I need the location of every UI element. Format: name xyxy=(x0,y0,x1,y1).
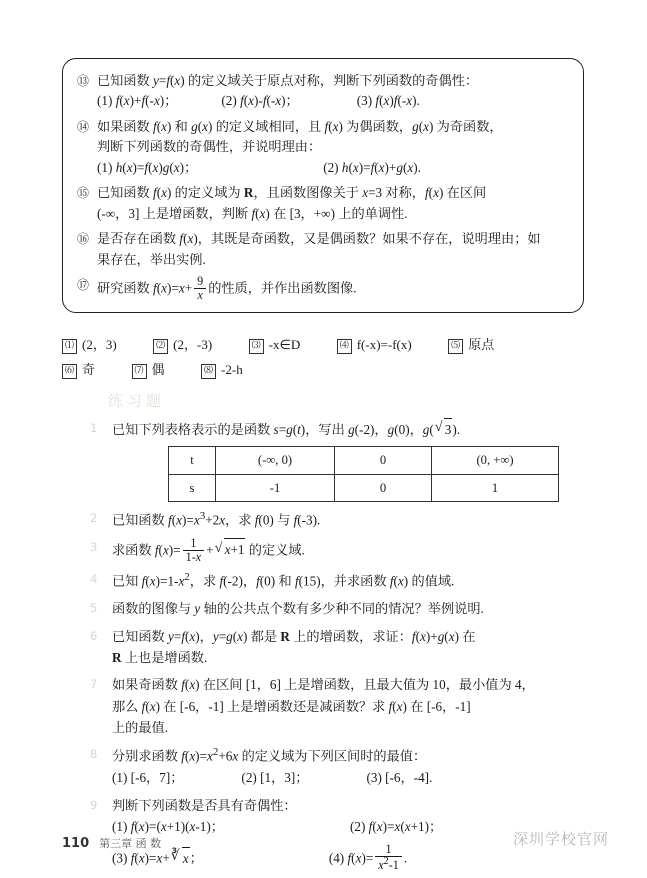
table-cell: (-∞, 0) xyxy=(216,447,335,474)
list-item xyxy=(90,598,590,619)
boxed-exercise-panel xyxy=(62,58,584,313)
item-body: 已知函数 $f(x)=x^3+2x$，求 f(0) 与 f(-3). xyxy=(112,510,321,528)
answer-item xyxy=(337,332,412,357)
answer-text: 偶 xyxy=(151,362,165,378)
table-row xyxy=(169,474,559,501)
exercise-line: (1) f(x)+f(-x)； (2) f(x)-f(-x)； (3) f(x)f(-x). xyxy=(97,93,420,109)
exercise-item xyxy=(77,229,569,270)
item-body: 已知 $f(x)=1-x^2$，求 f(-2)，f(0) 和 f(15)，并求函数 f(x) 的值域. xyxy=(112,571,455,589)
answer-text: (2，3) xyxy=(82,337,117,352)
table-cell: 1 xyxy=(432,474,559,501)
table-cell: 0 xyxy=(335,474,432,501)
section-heading: 练习题 xyxy=(108,392,166,410)
item-number: 1 xyxy=(90,421,98,435)
item-body: 已知下列表格表示的是函数 s=g(t)，写出 g(-2)，g(0)，g( √ 3). xyxy=(112,418,590,440)
item-number: 6 xyxy=(90,628,98,643)
exercise-number: ⑮ xyxy=(77,186,90,201)
exercise-item xyxy=(77,275,569,301)
exercise-number: ⑯ xyxy=(77,232,90,247)
table-cell: (0, +∞) xyxy=(432,447,559,474)
item-number: 9 xyxy=(90,797,98,812)
fraction: $\frac{1}{x^2-1}$ xyxy=(375,843,402,872)
exercise-body xyxy=(97,229,569,270)
table-cell: 0 xyxy=(335,447,432,474)
cbrt: ∛ x xyxy=(171,847,190,869)
answer-text: f(-x)=-f(x) xyxy=(356,337,412,352)
exercise-line: (1) h(x)=f(x)g(x)； (2) h(x)=f(x)+g(x). xyxy=(97,159,421,175)
chapter-label: 第三章 函 数 xyxy=(99,837,162,850)
exercise-number: ⑰ xyxy=(77,278,90,293)
exercise-body xyxy=(97,183,569,224)
item-line: (3) f(x)=x+ ∛ x； (4) f(x)= $\frac{1}{x^2-1}$ . xyxy=(112,843,590,872)
table-row xyxy=(169,447,559,474)
answer-row xyxy=(62,332,602,357)
watermark: 深圳学校官网 xyxy=(512,830,609,848)
item-number: 5 xyxy=(90,601,98,616)
list-item xyxy=(90,537,590,563)
item-line: 分别求函数 $f(x)=x^2+6x$ 的定义域为下列区间时的最值： xyxy=(112,746,427,764)
table-cell: t xyxy=(169,447,216,474)
function-table xyxy=(168,446,559,502)
table-cell: -1 xyxy=(216,474,335,501)
answer-text: 奇 xyxy=(82,362,96,378)
exercise-item xyxy=(77,71,569,112)
list-item xyxy=(90,626,590,669)
fraction: $\frac{1}{1-x}$ xyxy=(183,537,205,563)
item-number: 7 xyxy=(90,677,98,692)
item-line: 那么 f(x) 在 [-6，-1] 上是增函数还是减函数？求 f(x) 在 [-6，-1] xyxy=(112,698,471,714)
fraction: $\frac{9}{x}$ xyxy=(194,275,206,301)
page-number: 110 xyxy=(62,836,90,851)
answer-text: -2-h xyxy=(221,362,243,378)
list-item xyxy=(90,674,590,738)
answer-number: ⑻ xyxy=(201,364,216,379)
sqrt: √ x+1 xyxy=(215,538,246,560)
answer-item xyxy=(448,332,494,357)
item-line: 判断下列函数是否具有奇偶性： xyxy=(112,797,297,813)
answer-item xyxy=(62,332,117,357)
answer-item xyxy=(132,357,165,382)
answer-row xyxy=(62,357,602,382)
answer-number: ⑶ xyxy=(249,339,264,354)
exercise-item xyxy=(77,183,569,224)
exercise-number: ⑭ xyxy=(77,119,90,134)
exercise-list xyxy=(90,418,590,878)
exercise-body xyxy=(97,71,569,112)
answer-text: 原点 xyxy=(468,337,495,352)
answer-item xyxy=(62,357,95,382)
item-number: 8 xyxy=(90,747,98,762)
item-number: 4 xyxy=(90,572,98,587)
sqrt: √ 3 xyxy=(435,418,453,440)
item-line: 如果奇函数 f(x) 在区间 [1，6] 上是增函数，且最大值为 10，最小值为 4， xyxy=(112,677,535,693)
answer-number: ⑹ xyxy=(62,364,77,379)
item-line: 上的最值. xyxy=(112,720,169,736)
list-item xyxy=(90,744,590,788)
item-body xyxy=(112,626,590,669)
exercise-line: 是否存在函数 f(x)，其既是奇函数，又是偶函数？如果不存在，说明理由；如 xyxy=(97,231,541,247)
exercise-line: 果存在，举出实例. xyxy=(97,251,206,267)
exercise-number: ⑬ xyxy=(77,74,90,88)
exercise-body xyxy=(97,117,569,178)
exercise-line: 已知函数 f(x) 的定义域为 R，且函数图像关于 x=3 对称，f(x) 在区间 xyxy=(97,185,487,201)
item-number: 3 xyxy=(90,539,98,554)
answer-key xyxy=(62,332,602,383)
item-line: (1) f(x)=(x+1)(x-1)； (2) f(x)=x(x+1)； xyxy=(112,818,443,834)
exercise-line: (-∞，3] 上是增函数，判断 f(x) 在 [3，+∞) 上的单调性. xyxy=(97,205,408,221)
item-number: 2 xyxy=(90,511,98,526)
list-item xyxy=(90,508,590,531)
answer-item xyxy=(201,357,243,382)
answer-text: -x∈D xyxy=(268,337,301,352)
page-footer xyxy=(62,835,161,851)
exercise-line: 判断下列函数的奇偶性，并说明理由： xyxy=(97,139,322,155)
item-body: 函数的图像与 y 轴的公共点个数有多少种不同的情况？举例说明. xyxy=(112,601,484,617)
answer-item xyxy=(249,332,301,357)
answer-number: ⑺ xyxy=(132,364,147,379)
item-line: 已知函数 y=f(x)，y=g(x) 都是 R 上的增函数，求证：f(x)+g(x) 在 xyxy=(112,628,476,644)
item-line: R 上也是增函数. xyxy=(112,649,208,665)
answer-number: ⑴ xyxy=(62,339,77,354)
list-item xyxy=(90,418,590,440)
exercise-body xyxy=(97,275,569,301)
exercise-item xyxy=(77,117,569,178)
table-cell: s xyxy=(169,474,216,501)
exercise-line: 如果函数 f(x) 和 g(x) 的定义域相同，且 f(x) 为偶函数，g(x) 为奇函数， xyxy=(97,118,503,134)
exercise-line: 研究函数 f(x)=x+ $\frac{9}{x}$ 的性质，并作出函数图像. xyxy=(97,274,357,302)
answer-item xyxy=(153,332,212,357)
list-item xyxy=(90,569,590,592)
item-line: (1) [-6，7]； (2) [1，3]； (3) [-6，-4]. xyxy=(112,770,433,786)
item-body: 求函数 f(x)= $\frac{1}{1-x}$ + √ x+1 的定义域. xyxy=(112,537,590,563)
answer-number: ⑸ xyxy=(448,339,463,354)
item-body xyxy=(112,674,590,738)
answer-number: ⑵ xyxy=(153,339,168,354)
answer-number: ⑷ xyxy=(337,339,352,354)
item-body xyxy=(112,744,590,788)
exercise-line: 已知函数 y=f(x) 的定义域关于原点对称，判断下列函数的奇偶性： xyxy=(97,73,479,88)
answer-text: (2，-3) xyxy=(173,337,213,352)
